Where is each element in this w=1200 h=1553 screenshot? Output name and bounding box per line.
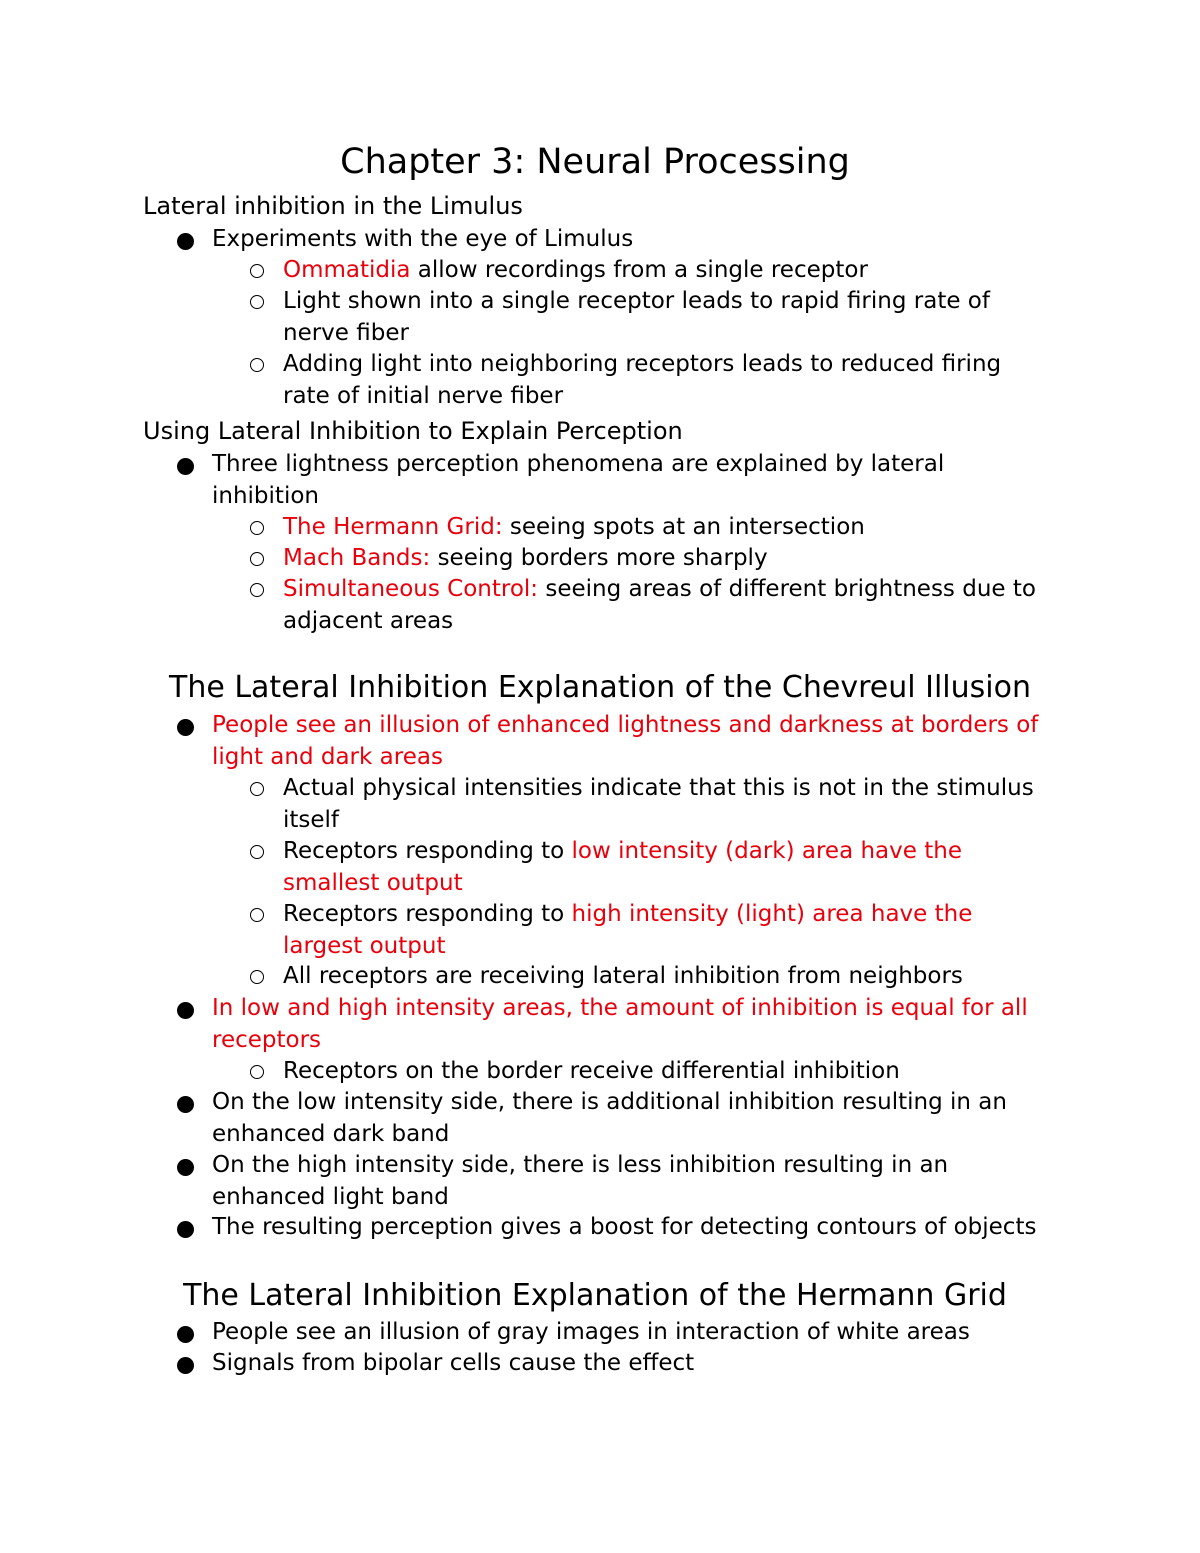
filled-bullet-icon: [177, 1159, 194, 1176]
filled-bullet-icon: [177, 1096, 194, 1113]
list-item: [283, 899, 1013, 962]
item-text: seeing areas of different brightness due to adjacent areas: [283, 576, 1036, 634]
list-item: [212, 993, 1072, 1056]
hollow-bullet-icon: [250, 358, 264, 372]
hollow-bullet-icon: [250, 970, 264, 984]
list-item: [283, 574, 1083, 637]
hollow-bullet-icon: [250, 552, 264, 566]
list-item: [212, 1317, 1112, 1349]
highlighted-term: Simultaneous Control:: [283, 576, 539, 602]
hollow-bullet-icon: [250, 264, 264, 278]
hollow-bullet-icon: [250, 782, 264, 796]
list-item: [212, 449, 982, 512]
highlighted-term: Mach Bands:: [283, 545, 431, 571]
list-item: [283, 836, 1003, 899]
filled-bullet-icon: [177, 233, 194, 250]
highlighted-term: The Hermann Grid:: [283, 514, 503, 540]
item-text: Three lightness perception phenomena are explained by lateral inhibition: [212, 451, 945, 509]
item-text: Actual physical intensities indicate that this is not in the stimulus itself: [283, 775, 1034, 833]
list-item: [283, 773, 1073, 836]
filled-bullet-icon: [177, 1326, 194, 1343]
filled-bullet-icon: [177, 458, 194, 475]
highlighted-term: People see an illusion of enhanced lightness and darkness at borders of light and dark areas: [212, 712, 1039, 770]
item-text: People see an illusion of gray images in interaction of white areas: [212, 1319, 970, 1345]
list-item: [283, 961, 1103, 993]
filled-bullet-icon: [177, 1002, 194, 1019]
list-item: [212, 1087, 1057, 1150]
item-text: allow recordings from a single receptor: [410, 257, 868, 283]
list-item: [283, 286, 1028, 349]
list-item: [212, 710, 1077, 773]
item-text: All receptors are receiving lateral inhibition from neighbors: [283, 963, 963, 989]
list-item: [212, 1348, 1112, 1380]
section-title: The Lateral Inhibition Explanation of the Chevreul Illusion: [169, 670, 1031, 705]
hollow-bullet-icon: [250, 1065, 264, 1079]
list-item: [283, 349, 1043, 412]
highlighted-term: In low and high intensity areas, the amount of inhibition is equal for all receptors: [212, 995, 1028, 1053]
item-text: Receptors on the border receive differential inhibition: [283, 1058, 900, 1084]
page-title: Chapter 3: Neural Processing: [340, 142, 850, 182]
hollow-bullet-icon: [250, 908, 264, 922]
list-item: [283, 1056, 1083, 1088]
section-title: The Lateral Inhibition Explanation of the Hermann Grid: [183, 1278, 1007, 1313]
list-item: [212, 1150, 1002, 1213]
list-item: [283, 255, 1083, 287]
item-text: Receptors responding to: [283, 838, 572, 864]
item-text: On the low intensity side, there is additional inhibition resulting in an enhanced dark band: [212, 1089, 1007, 1147]
list-item: [283, 543, 1083, 575]
item-text: Light shown into a single receptor leads to rapid firing rate of nerve fiber: [283, 288, 990, 346]
item-text: seeing spots at an intersection: [502, 514, 865, 540]
filled-bullet-icon: [177, 1221, 194, 1238]
hollow-bullet-icon: [250, 295, 264, 309]
item-text: Signals from bipolar cells cause the effect: [212, 1350, 695, 1376]
list-item: [212, 1212, 1112, 1244]
list-item: [283, 512, 1083, 544]
item-text: Receptors responding to: [283, 901, 572, 927]
item-text: seeing borders more sharply: [430, 545, 768, 571]
highlighted-term: Ommatidia: [283, 257, 411, 283]
list-item: [212, 224, 1112, 256]
filled-bullet-icon: [177, 719, 194, 736]
highlighted-term: low intensity (dark) area have the smallest output: [283, 838, 962, 896]
hollow-bullet-icon: [250, 845, 264, 859]
hollow-bullet-icon: [250, 521, 264, 535]
item-text: Adding light into neighboring receptors leads to reduced firing rate of initial nerve fiber: [283, 351, 1002, 409]
item-text: On the high intensity side, there is less inhibition resulting in an enhanced light band: [212, 1152, 949, 1210]
section-heading: Lateral inhibition in the Limulus: [143, 192, 523, 220]
filled-bullet-icon: [177, 1357, 194, 1374]
hollow-bullet-icon: [250, 583, 264, 597]
section-heading: Using Lateral Inhibition to Explain Perception: [143, 417, 683, 445]
highlighted-term: high intensity (light) area have the largest output: [283, 901, 973, 959]
item-text: Experiments with the eye of Limulus: [212, 226, 634, 252]
item-text: The resulting perception gives a boost for detecting contours of objects: [212, 1214, 1037, 1240]
